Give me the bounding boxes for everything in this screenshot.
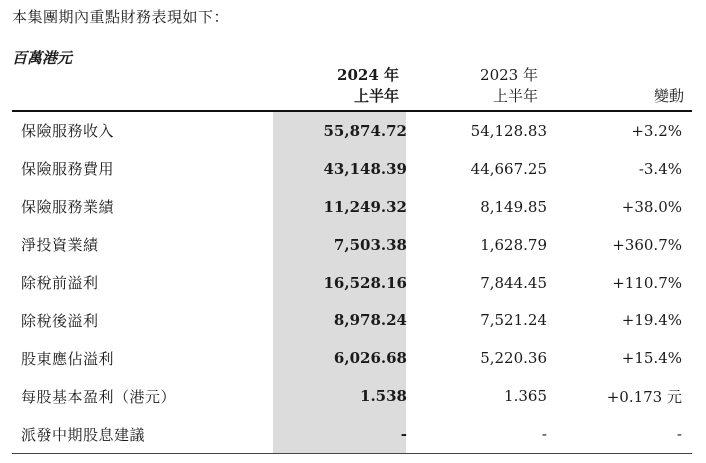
- table-row: [12, 415, 692, 453]
- header-current-year: 2024 年: [337, 66, 399, 84]
- previous-value: 54,128.83: [470, 121, 547, 140]
- table-row: [12, 301, 692, 339]
- intro-text: 本集團期內重點財務表現如下：: [12, 8, 230, 26]
- current-value: 16,528.16: [323, 273, 407, 292]
- change-value: +3.2%: [631, 121, 682, 140]
- header-previous-period: [480, 65, 538, 107]
- row-label: 淨投資業績: [21, 236, 99, 255]
- financial-table: [12, 112, 692, 453]
- header-previous-year: 2023 年: [480, 66, 538, 84]
- current-value: 8,978.24: [333, 311, 407, 330]
- header-change: 變動: [653, 87, 684, 105]
- current-value: 43,148.39: [323, 159, 407, 178]
- row-label: 每股基本盈利（港元）: [21, 387, 177, 406]
- header-previous-half: 上半年: [492, 87, 538, 105]
- row-label: 股東應佔溢利: [21, 349, 115, 368]
- previous-value: 1,628.79: [480, 235, 547, 254]
- current-value: 6,026.68: [333, 349, 407, 368]
- current-value: -: [400, 425, 407, 444]
- header-current-half: 上半年: [353, 87, 399, 105]
- previous-value: 7,844.45: [480, 273, 547, 292]
- row-label: 除稅後溢利: [21, 311, 99, 330]
- previous-value: 44,667.25: [470, 159, 547, 178]
- change-value: +15.4%: [621, 349, 682, 368]
- table-row: [12, 339, 692, 377]
- row-label: 保險服務收入: [21, 122, 115, 141]
- row-label: 除稅前溢利: [21, 274, 99, 292]
- row-label: 保險服務業績: [21, 198, 115, 217]
- current-value: 55,874.72: [323, 121, 407, 140]
- table-row: [12, 150, 692, 188]
- current-value: 1.538: [360, 387, 407, 406]
- previous-value: -: [541, 425, 547, 444]
- table-row: [12, 226, 692, 264]
- row-label: 派發中期股息建議: [21, 425, 146, 444]
- table-row: [12, 377, 692, 415]
- header-current-period: [337, 65, 399, 107]
- change-value: -: [676, 425, 682, 444]
- currency-unit: 百萬港元: [12, 49, 73, 67]
- previous-value: 7,521.24: [480, 311, 547, 330]
- previous-value: 8,149.85: [480, 197, 547, 216]
- previous-value: 1.365: [504, 387, 547, 406]
- previous-value: 5,220.36: [480, 349, 547, 368]
- table-row: [12, 112, 692, 150]
- current-value: 7,503.38: [333, 235, 407, 254]
- row-label: 保險服務費用: [21, 160, 115, 179]
- table-bottom-rule: [12, 453, 692, 454]
- change-value: +38.0%: [621, 197, 682, 216]
- change-value: +19.4%: [621, 311, 682, 330]
- change-value: +0.173 元: [606, 387, 682, 406]
- table-row: [12, 264, 692, 302]
- table-row: [12, 188, 692, 226]
- change-value: +360.7%: [612, 235, 682, 254]
- change-value: -3.4%: [638, 159, 682, 178]
- change-value: +110.7%: [612, 273, 682, 292]
- current-value: 11,249.32: [323, 197, 407, 216]
